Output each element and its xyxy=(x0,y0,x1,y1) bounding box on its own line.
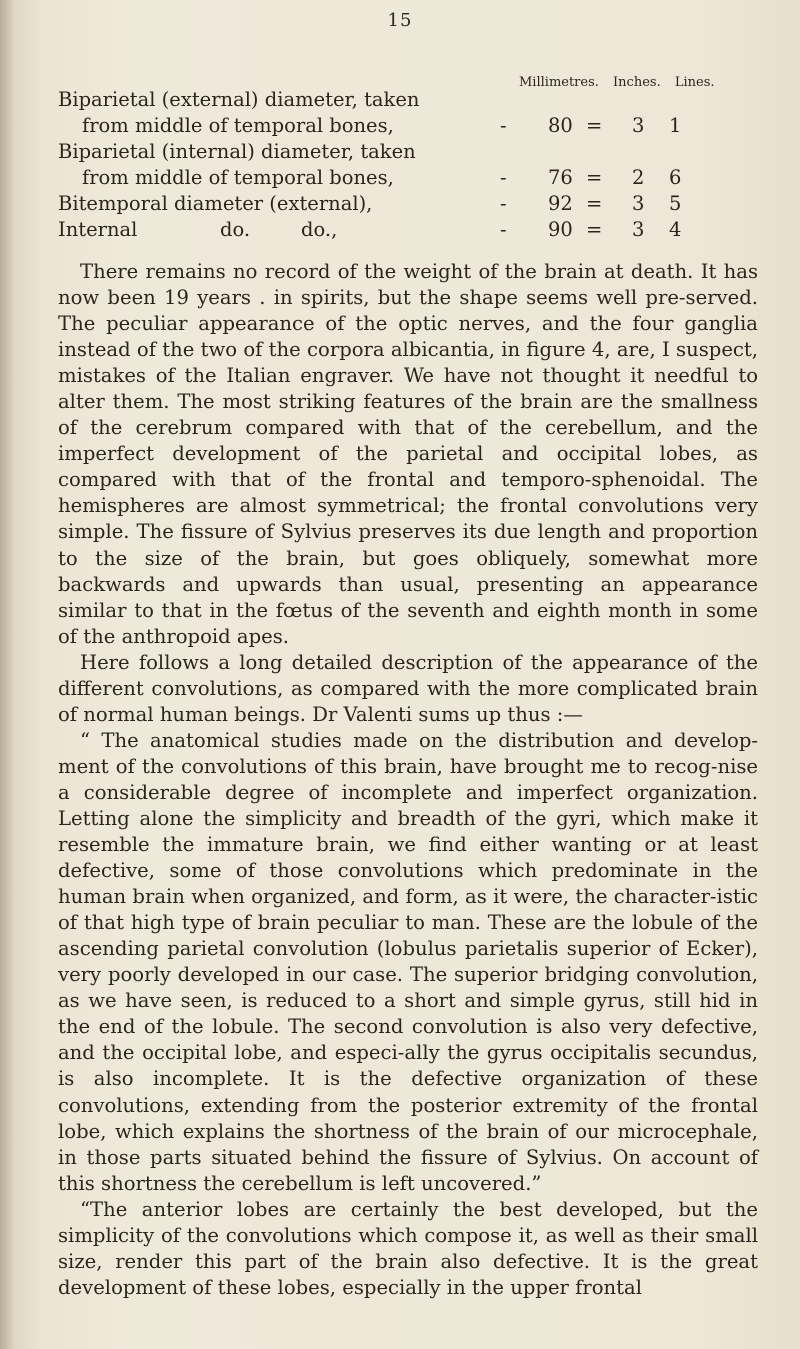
page-number: 15 xyxy=(387,10,413,31)
body-text xyxy=(58,259,758,1301)
row-label: from middle of temporal bones, xyxy=(82,166,394,189)
row-label: from middle of temporal bones, xyxy=(82,114,394,137)
row-equals: = xyxy=(586,114,603,137)
row-mm: 92 xyxy=(548,192,573,215)
row-dash: - xyxy=(500,114,507,137)
row-inches: 3 xyxy=(632,218,645,241)
row-label: Bitemporal diameter (external), xyxy=(58,192,373,215)
row-equals: = xyxy=(586,166,603,189)
table-row xyxy=(0,218,800,244)
row-mm: 76 xyxy=(548,166,573,189)
row-lines: 5 xyxy=(669,192,682,215)
row-label: Internal xyxy=(58,218,138,241)
row-inches: 3 xyxy=(632,192,645,215)
row-equals: = xyxy=(586,218,603,241)
header-inches: Inches. xyxy=(613,75,661,90)
row-mm: 80 xyxy=(548,114,573,137)
row-dash: - xyxy=(500,166,507,189)
row-dash: - xyxy=(500,192,507,215)
row-lines: 1 xyxy=(669,114,682,137)
table-row xyxy=(0,114,800,140)
paragraph: Here follows a long detailed description of the appearance of the different convolutions, as compared with the more complicated brain of normal human beings. Dr Valenti sums up thus :— xyxy=(58,650,758,726)
row-inches: 2 xyxy=(632,166,645,189)
row-label-ditto: do., xyxy=(301,218,338,241)
table-row xyxy=(0,140,800,166)
header-millimetres: Millimetres. xyxy=(519,75,599,90)
table-row xyxy=(0,88,800,114)
header-lines: Lines. xyxy=(674,75,715,90)
row-mm: 90 xyxy=(548,218,573,241)
row-equals: = xyxy=(586,192,603,215)
quotation-paragraph: “The anterior lobes are certainly the best developed, but the simplicity of the convolutions which compose it, as well as their small size, render this part of the brain also defective. It is the great development of these lobes, especially in the upper frontal xyxy=(58,1197,758,1299)
row-inches: 3 xyxy=(632,114,645,137)
paragraph: There remains no record of the weight of the brain at death. It has now been 19 years . in spirits, but the shape seems well pre-served. The peculiar appearance of the optic nerves, and the four ganglia instead of the two of the corpora albicantia, in figure 4, are, I suspect, mistakes of the Italian engraver. We have not thought it needful to alter them. The most striking features of the brain are the smallness of the cerebrum compared with that of the cerebellum, and the imperfect development of the parietal and occipital lobes, as compared with that of the frontal and temporo-sphenoidal. The hemispheres are almost symmetrical; the frontal convolutions very simple. The fissure of Sylvius preserves its due length and proportion to the size of the brain, but goes obliquely, somewhat more backwards and upwards than usual, presenting an appearance similar to that in the fœtus of the seventh and eighth month in some of the anthropoid apes. xyxy=(58,260,758,648)
table-row xyxy=(0,166,800,192)
quotation-paragraph: “ The anatomical studies made on the distribution and develop-ment of the convolutions of this brain, have brought me to recog-nise a considerable degree of incomplete and imperfect organization. Letting alone the simplicity and breadth of the gyri, which make it resemble the immature brain, we find either wanting or at least defective, some of those convolutions which predominate in the human brain when organized, and form, as it were, the character-istic of that high type of brain peculiar to man. These are the lobule of the ascending parietal convolution (lobulus parietalis superior of Ecker), very poorly developed in our case. The superior bridging convolution, as we have seen, is reduced to a short and simple gyrus, still hid in the end of the lobule. The second convolution is also very defective, and the occipital lobe, and especi-ally the gyrus occipitalis secundus, is also incomplete. It is the defective organization of these convolutions, extending from the posterior extremity of the frontal lobe, which explains the shortness of the brain of our microcephale, in those parts situated behind the fissure of Sylvius. On account of this shortness the cerebellum is left uncovered.” xyxy=(58,728,758,1195)
row-lines: 4 xyxy=(669,218,682,241)
row-label: Biparietal (external) diameter, taken xyxy=(58,88,420,111)
table-row xyxy=(0,192,800,218)
row-dash: - xyxy=(500,218,507,241)
row-label-ditto: do. xyxy=(220,218,251,241)
row-label: Biparietal (internal) diameter, taken xyxy=(58,140,416,163)
row-lines: 6 xyxy=(669,166,682,189)
